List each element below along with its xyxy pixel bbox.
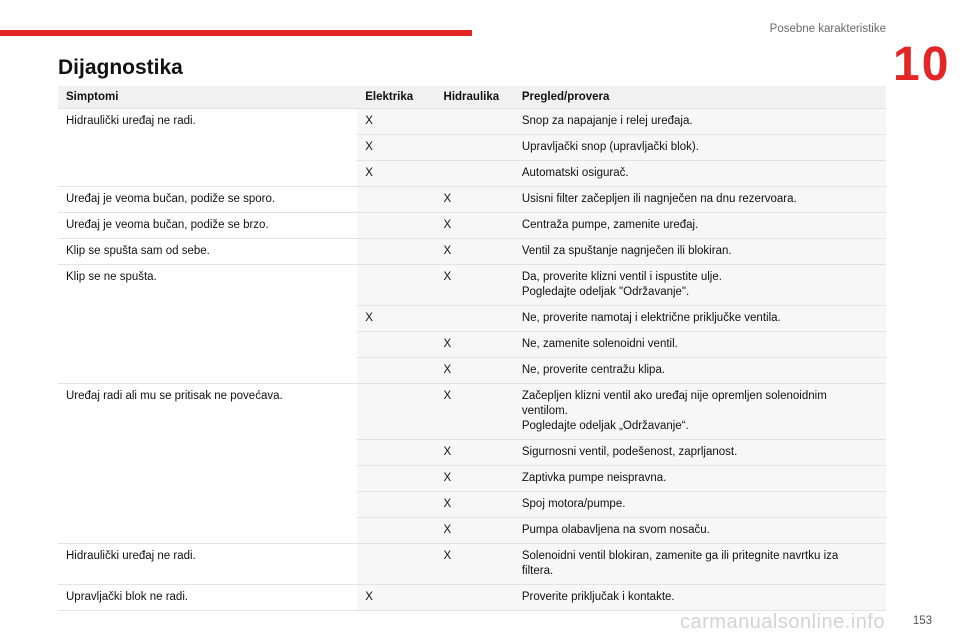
hydraulic-cell: X: [436, 187, 514, 213]
symptom-cell: [58, 135, 357, 161]
electric-cell: [357, 440, 435, 466]
table-body: [58, 109, 886, 611]
hydraulic-cell: X: [436, 239, 514, 265]
check-line: Centraža pumpe, zamenite uređaj.: [521, 219, 699, 231]
symptom-cell: Hidraulički uređaj ne radi.: [58, 544, 357, 585]
electric-cell: [357, 466, 435, 492]
electric-cell: [357, 213, 435, 239]
check-line: Začepljen klizni ventil ako uređaj nije opremljen solenoidnim: [521, 390, 827, 402]
hydraulic-cell: X: [436, 544, 514, 585]
check-line: ventilom.: [521, 405, 568, 417]
electric-cell: [357, 384, 435, 440]
page-title: Dijagnostika: [58, 56, 183, 79]
column-header-hydraulic: Hidraulika: [436, 86, 514, 109]
section-title: Posebne karakteristike: [769, 23, 886, 35]
hydraulic-cell: [436, 306, 514, 332]
hydraulic-cell: [436, 161, 514, 187]
hydraulic-cell: [436, 109, 514, 135]
hydraulic-cell: [436, 135, 514, 161]
table-row: [58, 265, 886, 306]
electric-cell: [357, 518, 435, 544]
check-cell: [514, 109, 886, 135]
hydraulic-cell: X: [436, 518, 514, 544]
symptom-cell: [58, 492, 357, 518]
electric-cell: X: [357, 585, 435, 611]
check-line: Ventil za spuštanje nagnječen ili blokiran.: [521, 245, 732, 257]
check-cell: [514, 440, 886, 466]
hydraulic-cell: X: [436, 466, 514, 492]
check-line: Proverite priključak i kontakte.: [521, 591, 675, 603]
check-line: Pumpa olabavljena na svom nosaču.: [521, 524, 710, 536]
column-header-electric: Elektrika: [357, 86, 435, 109]
table-header-row: [58, 86, 886, 109]
page-number: 153: [912, 615, 932, 627]
symptom-cell: Uređaj je veoma bučan, podiže se brzo.: [58, 213, 357, 239]
check-cell: [514, 239, 886, 265]
check-cell: [514, 161, 886, 187]
check-line: Snop za napajanje i relej uređaja.: [521, 115, 693, 127]
check-cell: [514, 358, 886, 384]
check-line: Zaptivka pumpe neispravna.: [521, 472, 667, 484]
check-line: Spoj motora/pumpe.: [521, 498, 626, 510]
symptom-cell: [58, 161, 357, 187]
check-cell: [514, 187, 886, 213]
symptom-cell: [58, 332, 357, 358]
check-cell: [514, 518, 886, 544]
electric-cell: X: [357, 135, 435, 161]
table-row: [58, 492, 886, 518]
table-row: [58, 585, 886, 611]
table-row: [58, 213, 886, 239]
hydraulic-cell: X: [436, 265, 514, 306]
check-cell: [514, 585, 886, 611]
hydraulic-cell: [436, 585, 514, 611]
table-row: [58, 358, 886, 384]
check-line: Ne, zamenite solenoidni ventil.: [521, 338, 678, 350]
column-header-symptoms: Simptomi: [58, 86, 357, 109]
symptom-cell: [58, 440, 357, 466]
table-row: [58, 187, 886, 213]
table-row: [58, 109, 886, 135]
symptom-cell: [58, 306, 357, 332]
electric-cell: X: [357, 306, 435, 332]
symptom-cell: Klip se ne spušta.: [58, 265, 357, 306]
check-cell: [514, 213, 886, 239]
hydraulic-cell: X: [436, 358, 514, 384]
symptom-cell: [58, 466, 357, 492]
electric-cell: [357, 492, 435, 518]
check-cell: [514, 332, 886, 358]
table-row: [58, 518, 886, 544]
symptom-cell: [58, 518, 357, 544]
table-row: [58, 384, 886, 440]
table-row: [58, 135, 886, 161]
watermark: carmanualsonline.info: [680, 611, 886, 633]
check-cell: [514, 135, 886, 161]
check-line: Upravljački snop (upravljački blok).: [521, 141, 699, 153]
check-line: Da, proverite klizni ventil i ispustite ulje.: [521, 271, 722, 283]
check-line: Ne, proverite centražu klipa.: [521, 364, 666, 376]
chapter-number: 10: [893, 38, 951, 91]
check-line: Usisni filter začepljen ili nagnječen na dnu rezervoara.: [521, 193, 797, 205]
electric-cell: X: [357, 161, 435, 187]
check-line: Ne, proverite namotaj i električne priključke ventila.: [521, 312, 781, 324]
check-cell: [514, 384, 886, 440]
table-row: [58, 332, 886, 358]
electric-cell: [357, 239, 435, 265]
check-line: Solenoidni ventil blokiran, zamenite ga ili pritegnite navrtku iza: [521, 550, 839, 562]
electric-cell: [357, 358, 435, 384]
table-row: [58, 161, 886, 187]
header-accent-bar: [0, 30, 472, 36]
column-header-check: Pregled/provera: [514, 86, 886, 109]
hydraulic-cell: X: [436, 440, 514, 466]
table-row: [58, 544, 886, 585]
diagnostics-table: [58, 86, 886, 611]
check-cell: [514, 492, 886, 518]
table-row: [58, 239, 886, 265]
symptom-cell: Uređaj radi ali mu se pritisak ne povećava.: [58, 384, 357, 440]
check-line: Automatski osigurač.: [521, 167, 629, 179]
table-row: [58, 440, 886, 466]
check-cell: [514, 265, 886, 306]
check-line: Pogledajte odeljak „Održavanje“.: [521, 420, 689, 432]
symptom-cell: Hidraulički uređaj ne radi.: [58, 109, 357, 135]
hydraulic-cell: X: [436, 332, 514, 358]
symptom-cell: Klip se spušta sam od sebe.: [58, 239, 357, 265]
electric-cell: [357, 544, 435, 585]
electric-cell: [357, 265, 435, 306]
table-row: [58, 306, 886, 332]
electric-cell: X: [357, 109, 435, 135]
check-cell: [514, 466, 886, 492]
check-line: filtera.: [521, 565, 554, 577]
hydraulic-cell: X: [436, 213, 514, 239]
check-line: Pogledajte odeljak "Održavanje".: [521, 286, 690, 298]
electric-cell: [357, 332, 435, 358]
check-cell: [514, 544, 886, 585]
check-line: Sigurnosni ventil, podešenost, zaprljanost.: [521, 446, 738, 458]
hydraulic-cell: X: [436, 492, 514, 518]
check-cell: [514, 306, 886, 332]
symptom-cell: Upravljački blok ne radi.: [58, 585, 357, 611]
hydraulic-cell: X: [436, 384, 514, 440]
table-row: [58, 466, 886, 492]
symptom-cell: Uređaj je veoma bučan, podiže se sporo.: [58, 187, 357, 213]
symptom-cell: [58, 358, 357, 384]
electric-cell: [357, 187, 435, 213]
